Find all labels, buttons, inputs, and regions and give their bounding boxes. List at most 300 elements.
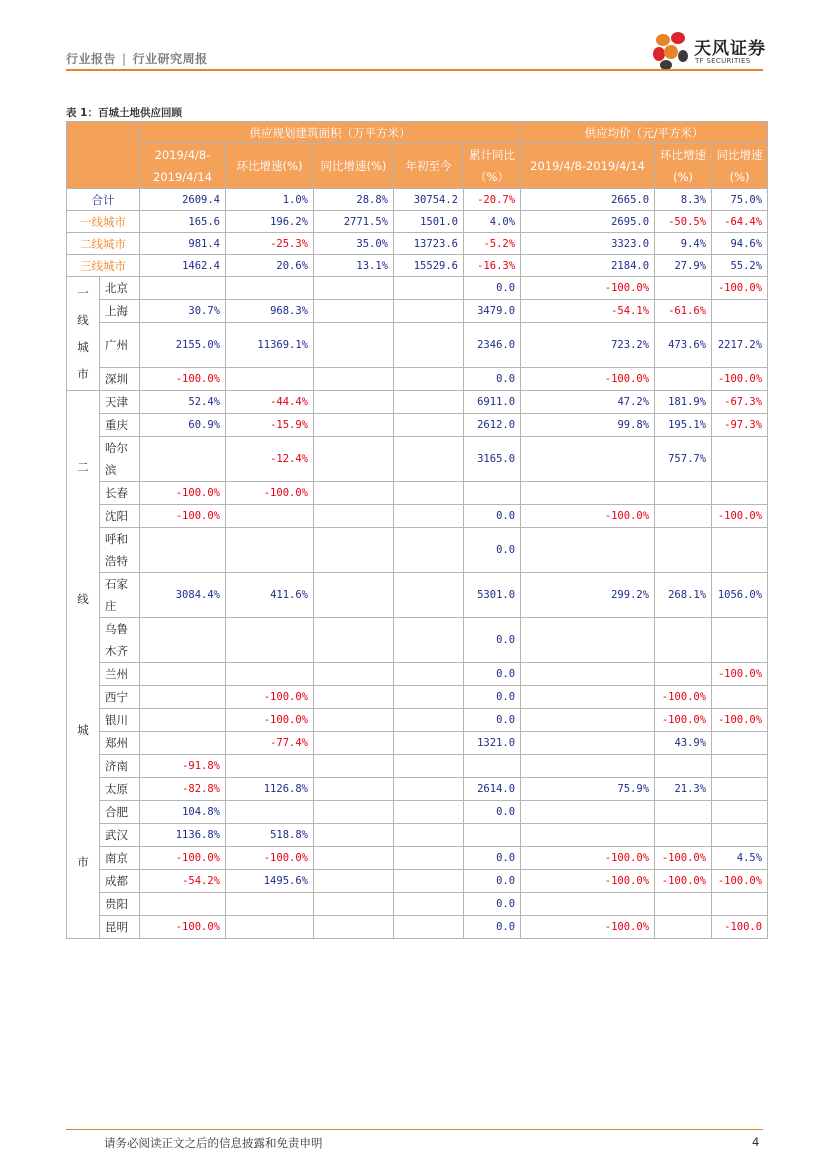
table-cell: [314, 505, 394, 528]
table-cell: 981.4: [140, 233, 226, 255]
table-cell: 75.9%: [521, 778, 655, 801]
table-cell: -82.8%: [140, 778, 226, 801]
table-cell: -16.3%: [464, 255, 521, 277]
table-cell: [140, 277, 226, 300]
city-row: [67, 277, 768, 300]
table-cell: 2609.4: [140, 189, 226, 211]
column-header: 同比增速(%): [712, 144, 768, 189]
header-price-group: 供应均价（元/平方米）: [521, 122, 768, 144]
table-cell: [521, 528, 655, 573]
tier-label-char: 城: [77, 723, 89, 738]
table-cell: [314, 528, 394, 573]
table-cell: [140, 437, 226, 482]
summary-row-label: 一线城市: [67, 211, 140, 233]
city-row: [67, 870, 768, 893]
column-header: 环比增速(%): [655, 144, 712, 189]
table-cell: [655, 824, 712, 847]
table-cell: 0.0: [464, 368, 521, 391]
table-cell: [712, 893, 768, 916]
table-cell: 20.6%: [226, 255, 314, 277]
table-cell: 2184.0: [521, 255, 655, 277]
table-cell: 13723.6: [394, 233, 464, 255]
table-cell: [394, 663, 464, 686]
table-cell: [655, 277, 712, 300]
table-cell: -100.0%: [521, 847, 655, 870]
table-cell: [394, 528, 464, 573]
table-cell: [712, 686, 768, 709]
table-cell: 3165.0: [464, 437, 521, 482]
table-cell: [226, 505, 314, 528]
flower-logo-icon: [650, 28, 694, 72]
column-header: 年初至今: [394, 144, 464, 189]
summary-row-label: 二线城市: [67, 233, 140, 255]
table-cell: 2771.5%: [314, 211, 394, 233]
city-row: [67, 300, 768, 323]
table-cell: [521, 824, 655, 847]
table-cell: [314, 323, 394, 368]
table-cell: [394, 437, 464, 482]
city-tier-label: [67, 391, 100, 939]
table-cell: -44.4%: [226, 391, 314, 414]
city-name: 深圳: [100, 368, 140, 391]
city-row: [67, 755, 768, 778]
table-cell: 0.0: [464, 916, 521, 939]
table-cell: [314, 893, 394, 916]
summary-row-label: 合计: [67, 189, 140, 211]
table-cell: -100.0%: [226, 847, 314, 870]
table-cell: [226, 755, 314, 778]
table-cell: 27.9%: [655, 255, 712, 277]
table-cell: [394, 801, 464, 824]
table-cell: [314, 437, 394, 482]
table-cell: 0.0: [464, 893, 521, 916]
table-cell: [314, 414, 394, 437]
city-row: [67, 528, 768, 573]
table-cell: 1126.8%: [226, 778, 314, 801]
table-cell: [521, 663, 655, 686]
table-cell: [712, 482, 768, 505]
table-cell: [655, 801, 712, 824]
table-cell: -100.0%: [655, 709, 712, 732]
table-cell: [521, 437, 655, 482]
table-cell: -100.0%: [140, 368, 226, 391]
table-cell: -100.0%: [712, 870, 768, 893]
table-cell: 55.2%: [712, 255, 768, 277]
table-cell: [140, 893, 226, 916]
table-cell: [464, 755, 521, 778]
table-cell: 299.2%: [521, 573, 655, 618]
land-supply-table: [66, 121, 768, 939]
table-cell: -100.0%: [140, 847, 226, 870]
tier-label-char: 市: [77, 367, 89, 381]
table-cell: [226, 916, 314, 939]
table-cell: -67.3%: [712, 391, 768, 414]
tier-label-chars: [67, 280, 99, 388]
table-cell: -54.2%: [140, 870, 226, 893]
header-divider: [66, 69, 763, 71]
city-row: [67, 893, 768, 916]
table-cell: -100.0%: [226, 686, 314, 709]
city-name: 北京: [100, 277, 140, 300]
city-name: 重庆: [100, 414, 140, 437]
table-cell: [394, 277, 464, 300]
city-name: 呼和浩特: [100, 528, 140, 573]
table-cell: [655, 618, 712, 663]
summary-row: [67, 211, 768, 233]
table-cell: [521, 732, 655, 755]
table-cell: 2612.0: [464, 414, 521, 437]
table-cell: [314, 573, 394, 618]
tier-label-char: 线: [77, 313, 89, 327]
table-cell: [394, 391, 464, 414]
table-cell: 30754.2: [394, 189, 464, 211]
table-cell: 723.2%: [521, 323, 655, 368]
city-row: [67, 824, 768, 847]
report-header: [66, 50, 208, 67]
table-cell: 2665.0: [521, 189, 655, 211]
table-cell: -100.0%: [226, 709, 314, 732]
table-cell: [464, 482, 521, 505]
table-cell: [712, 300, 768, 323]
city-name: 沈阳: [100, 505, 140, 528]
table-cell: 3479.0: [464, 300, 521, 323]
table-cell: 0.0: [464, 847, 521, 870]
table-cell: [394, 870, 464, 893]
table-cell: 181.9%: [655, 391, 712, 414]
city-name: 郑州: [100, 732, 140, 755]
city-name: 石家庄: [100, 573, 140, 618]
table-cell: -77.4%: [226, 732, 314, 755]
tier-label-char: 城: [77, 340, 89, 354]
city-row: [67, 391, 768, 414]
table-cell: 1056.0%: [712, 573, 768, 618]
page-number: 4: [752, 1135, 760, 1149]
table-cell: -100.0%: [521, 870, 655, 893]
table-cell: [226, 528, 314, 573]
table-cell: [712, 528, 768, 573]
table-cell: 2217.2%: [712, 323, 768, 368]
table-cell: [314, 618, 394, 663]
city-row: [67, 414, 768, 437]
table-cell: [314, 709, 394, 732]
table-cell: [521, 482, 655, 505]
table-cell: [314, 916, 394, 939]
table-cell: [521, 618, 655, 663]
city-row: [67, 709, 768, 732]
table-cell: -100.0%: [712, 368, 768, 391]
city-row: [67, 573, 768, 618]
header-row-columns: [67, 144, 768, 189]
city-row: [67, 847, 768, 870]
table-cell: -100.0%: [140, 916, 226, 939]
table-cell: [521, 755, 655, 778]
city-name: 济南: [100, 755, 140, 778]
table-cell: [464, 824, 521, 847]
table-cell: -100.0%: [140, 482, 226, 505]
city-name: 武汉: [100, 824, 140, 847]
table-cell: 0.0: [464, 709, 521, 732]
header-corner-cell: [67, 122, 140, 189]
table-cell: 104.8%: [140, 801, 226, 824]
table-cell: [140, 709, 226, 732]
table-cell: 60.9%: [140, 414, 226, 437]
table-cell: -64.4%: [712, 211, 768, 233]
tier-label-char: 二: [77, 460, 89, 475]
city-name: 贵阳: [100, 893, 140, 916]
table-cell: [712, 437, 768, 482]
table-cell: 4.5%: [712, 847, 768, 870]
header-area-group: 供应规划建筑面积（万平方米）: [140, 122, 521, 144]
table-cell: -100.0%: [655, 686, 712, 709]
disclaimer-text: 请务必阅读正文之后的信息披露和免责申明: [104, 1136, 323, 1150]
table-cell: -100.0: [712, 916, 768, 939]
table-cell: 165.6: [140, 211, 226, 233]
table-cell: [394, 618, 464, 663]
table-cell: -61.6%: [655, 300, 712, 323]
table-cell: 35.0%: [314, 233, 394, 255]
table-cell: [314, 778, 394, 801]
column-header: 同比增速(%): [314, 144, 394, 189]
table-cell: [226, 618, 314, 663]
table-cell: [655, 755, 712, 778]
table-cell: [140, 732, 226, 755]
table-cell: [140, 528, 226, 573]
table-cell: [521, 893, 655, 916]
brand-name: 天风证券: [694, 39, 766, 59]
table-cell: 2346.0: [464, 323, 521, 368]
table-cell: -91.8%: [140, 755, 226, 778]
table-cell: 0.0: [464, 801, 521, 824]
table-cell: [394, 824, 464, 847]
table-cell: -100.0%: [712, 663, 768, 686]
table-cell: [226, 801, 314, 824]
table-cell: 1501.0: [394, 211, 464, 233]
table-cell: -100.0%: [521, 916, 655, 939]
table-cell: -100.0%: [712, 277, 768, 300]
table-cell: 1136.8%: [140, 824, 226, 847]
table-cell: [655, 368, 712, 391]
table-cell: -54.1%: [521, 300, 655, 323]
table-cell: 47.2%: [521, 391, 655, 414]
summary-row-label: 三线城市: [67, 255, 140, 277]
table-cell: [226, 663, 314, 686]
table-cell: 968.3%: [226, 300, 314, 323]
report-type: 行业报告: [66, 52, 117, 66]
city-name: 西宁: [100, 686, 140, 709]
table-cell: -100.0%: [521, 277, 655, 300]
table-cell: [655, 528, 712, 573]
city-name: 银川: [100, 709, 140, 732]
table-cell: 11369.1%: [226, 323, 314, 368]
table-cell: 1462.4: [140, 255, 226, 277]
table-cell: [394, 686, 464, 709]
table-cell: 0.0: [464, 277, 521, 300]
table-cell: 43.9%: [655, 732, 712, 755]
table-cell: 3084.4%: [140, 573, 226, 618]
table-cell: 518.8%: [226, 824, 314, 847]
table-cell: 15529.6: [394, 255, 464, 277]
header-row-groups: [67, 122, 768, 144]
table-cell: 0.0: [464, 663, 521, 686]
tier-label-char: 市: [77, 854, 89, 869]
city-row: [67, 778, 768, 801]
table-cell: [314, 391, 394, 414]
city-name: 哈尔滨: [100, 437, 140, 482]
table-cell: 2695.0: [521, 211, 655, 233]
table-cell: 21.3%: [655, 778, 712, 801]
table-cell: -97.3%: [712, 414, 768, 437]
tier-label-chars: [67, 402, 99, 928]
table-cell: 13.1%: [314, 255, 394, 277]
table-cell: [394, 505, 464, 528]
table-cell: -12.4%: [226, 437, 314, 482]
table-cell: 473.6%: [655, 323, 712, 368]
table-cell: [521, 686, 655, 709]
city-name: 南京: [100, 847, 140, 870]
table-cell: [226, 368, 314, 391]
table-cell: [394, 732, 464, 755]
tier-label-char: 线: [77, 591, 89, 606]
table-cell: [712, 824, 768, 847]
header-separator: |: [122, 52, 127, 66]
table-cell: 757.7%: [655, 437, 712, 482]
table-cell: [394, 847, 464, 870]
table-cell: [712, 778, 768, 801]
city-row: [67, 368, 768, 391]
table-cell: [712, 755, 768, 778]
table-cell: -20.7%: [464, 189, 521, 211]
table-cell: 0.0: [464, 686, 521, 709]
table-cell: [394, 414, 464, 437]
city-name: 上海: [100, 300, 140, 323]
table-cell: [394, 300, 464, 323]
table-cell: -100.0%: [521, 505, 655, 528]
summary-row: [67, 233, 768, 255]
city-name: 乌鲁木齐: [100, 618, 140, 663]
column-header: 2019/4/8-2019/4/14: [521, 144, 655, 189]
city-name: 兰州: [100, 663, 140, 686]
table-cell: 411.6%: [226, 573, 314, 618]
table-cell: 5301.0: [464, 573, 521, 618]
brand-name-english: TF SECURITIES: [695, 57, 751, 65]
table-cell: [314, 300, 394, 323]
table-cell: -100.0%: [521, 368, 655, 391]
table-cell: [394, 323, 464, 368]
table-cell: 0.0: [464, 528, 521, 573]
tier-label-char: 一: [77, 286, 89, 300]
table-cell: [314, 824, 394, 847]
table-cell: 1.0%: [226, 189, 314, 211]
table-cell: 0.0: [464, 870, 521, 893]
table-cell: -100.0%: [226, 482, 314, 505]
city-row: [67, 505, 768, 528]
table-cell: [394, 778, 464, 801]
city-name: 合肥: [100, 801, 140, 824]
table-cell: [655, 916, 712, 939]
table-cell: [314, 870, 394, 893]
table-cell: [655, 663, 712, 686]
table-cell: 0.0: [464, 505, 521, 528]
table-cell: -100.0%: [140, 505, 226, 528]
table-cell: 52.4%: [140, 391, 226, 414]
column-header: 累计同比（%）: [464, 144, 521, 189]
table-title: 表 1：百城土地供应回顾: [66, 107, 182, 119]
table-cell: 1495.6%: [226, 870, 314, 893]
city-name: 天津: [100, 391, 140, 414]
table-cell: [394, 368, 464, 391]
city-row: [67, 482, 768, 505]
city-row: [67, 618, 768, 663]
table-cell: [712, 801, 768, 824]
column-header: 2019/4/8-2019/4/14: [140, 144, 226, 189]
table-cell: 2155.0%: [140, 323, 226, 368]
table-cell: 0.0: [464, 618, 521, 663]
table-cell: 195.1%: [655, 414, 712, 437]
city-name: 成都: [100, 870, 140, 893]
table-cell: 30.7%: [140, 300, 226, 323]
table-cell: 4.0%: [464, 211, 521, 233]
table-cell: [655, 505, 712, 528]
table-cell: 99.8%: [521, 414, 655, 437]
table-cell: -100.0%: [712, 505, 768, 528]
table-cell: [140, 618, 226, 663]
company-logo: [650, 28, 770, 72]
table-cell: 268.1%: [655, 573, 712, 618]
table-cell: [314, 277, 394, 300]
city-row: [67, 663, 768, 686]
table-cell: [226, 277, 314, 300]
table-cell: [314, 732, 394, 755]
table-cell: [712, 732, 768, 755]
table-cell: -100.0%: [712, 709, 768, 732]
table-cell: -15.9%: [226, 414, 314, 437]
table-cell: [226, 893, 314, 916]
city-row: [67, 686, 768, 709]
table-cell: [655, 893, 712, 916]
city-name: 昆明: [100, 916, 140, 939]
table-cell: [314, 368, 394, 391]
table-cell: [314, 482, 394, 505]
city-name: 太原: [100, 778, 140, 801]
table-cell: [314, 755, 394, 778]
table-cell: [712, 618, 768, 663]
city-row: [67, 801, 768, 824]
table-cell: [394, 573, 464, 618]
city-row: [67, 323, 768, 368]
table-cell: -25.3%: [226, 233, 314, 255]
table-cell: 28.8%: [314, 189, 394, 211]
table-cell: [140, 686, 226, 709]
city-tier-label: [67, 277, 100, 391]
table-cell: -50.5%: [655, 211, 712, 233]
table-cell: [314, 663, 394, 686]
table-cell: [394, 893, 464, 916]
city-row: [67, 732, 768, 755]
table-cell: [394, 916, 464, 939]
footer-divider: [66, 1129, 763, 1130]
table-cell: 75.0%: [712, 189, 768, 211]
city-name: 长春: [100, 482, 140, 505]
table-cell: 8.3%: [655, 189, 712, 211]
table-cell: 2614.0: [464, 778, 521, 801]
table-cell: 1321.0: [464, 732, 521, 755]
table-cell: 3323.0: [521, 233, 655, 255]
table-cell: 94.6%: [712, 233, 768, 255]
table-cell: -5.2%: [464, 233, 521, 255]
column-header: 环比增速(%): [226, 144, 314, 189]
table-cell: [394, 482, 464, 505]
report-subtype: 行业研究周报: [132, 52, 208, 66]
